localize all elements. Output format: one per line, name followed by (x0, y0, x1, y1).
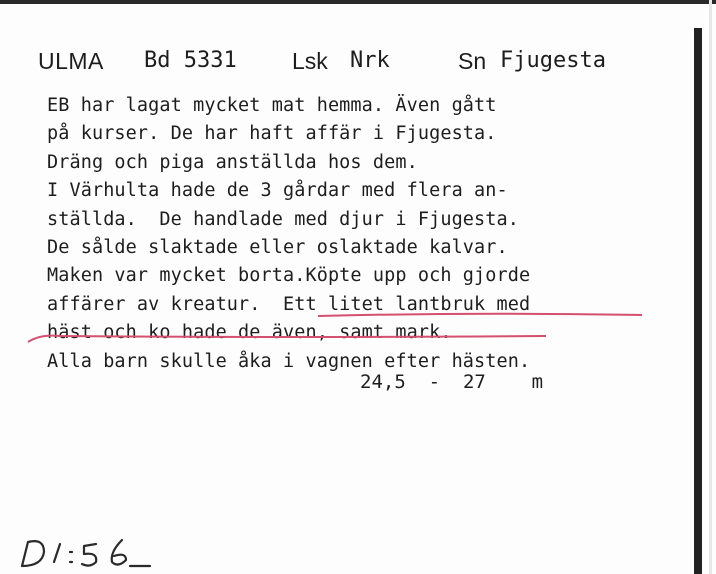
parish-name: Fjugesta (500, 48, 606, 73)
text-line: häst och ko hade de även, samt mark. (47, 322, 452, 344)
text-line: EB har lagat mycket mat hemma. Även gått (47, 95, 497, 116)
highlight-underline (20, 330, 550, 346)
card-edge-shadow (709, 0, 712, 574)
lsk-label: Lsk (292, 48, 328, 74)
measurement-note: 24,5 - 27 m (360, 371, 544, 393)
volume-number: Bd 5331 (144, 48, 237, 73)
nrk-label: Nrk (350, 48, 390, 73)
archive-code: ULMA (38, 48, 104, 74)
highlight-underline (316, 310, 644, 320)
text-line: ställda. De handlade med djur i Fjugesta. (47, 208, 519, 230)
top-border (0, 0, 716, 4)
text-line: Dräng och piga anställda hos dem. (47, 151, 418, 173)
right-border-bar (694, 28, 702, 574)
text-line: affärer av kreatur. Ett litet lantbruk med (47, 293, 531, 315)
sn-label: Sn (458, 48, 487, 74)
text-line: på kurser. De har haft affär i Fjugesta. (47, 123, 497, 145)
text-line: I Värhulta hade de 3 gårdar med flera an- (47, 180, 508, 202)
handwritten-signature (14, 532, 164, 572)
text-line: De sålde slaktade eller oslaktade kalvar. (47, 236, 508, 258)
text-line: Alla barn skulle åka i vagnen efter hästen. (47, 350, 531, 372)
text-line: Maken var mycket borta.Köpte upp och gjorde (47, 265, 531, 287)
